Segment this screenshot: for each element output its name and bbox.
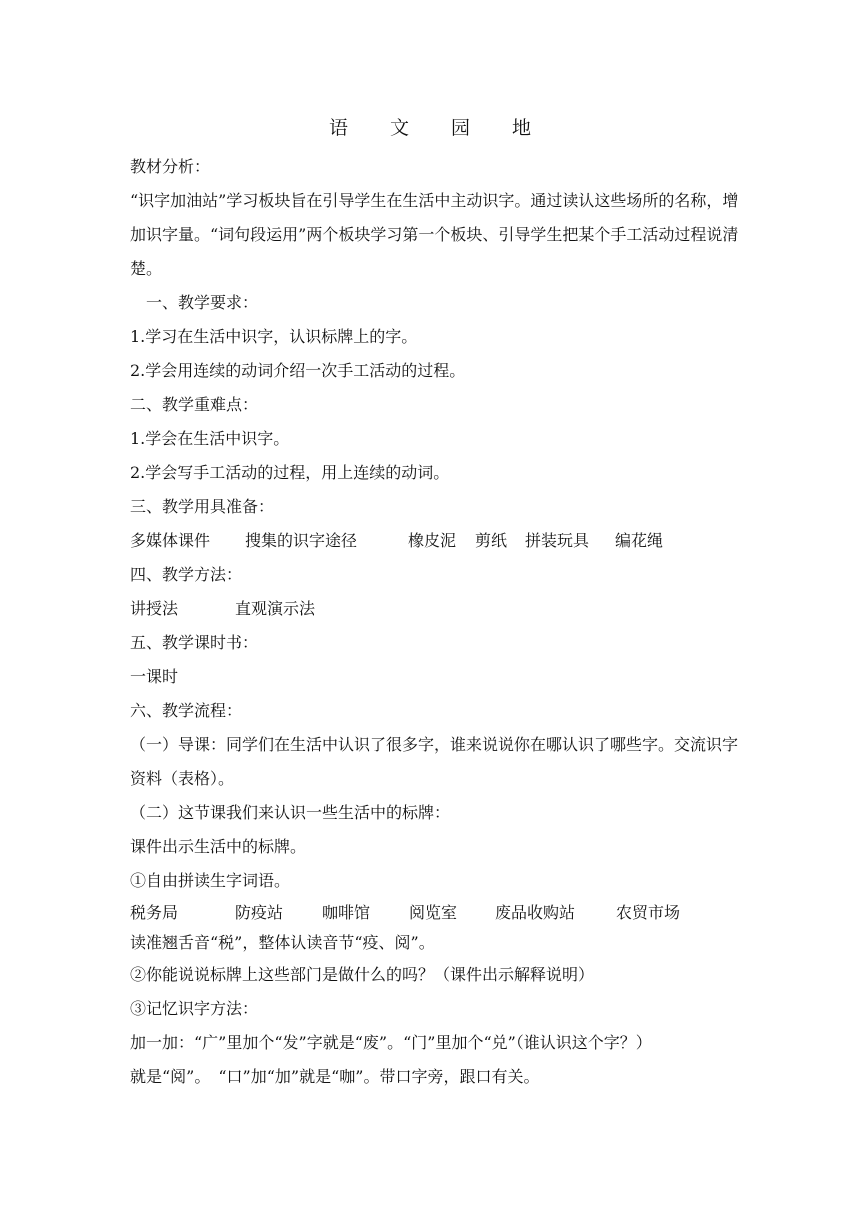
words-row bbox=[130, 898, 740, 928]
word-item: 废品收购站 bbox=[495, 903, 576, 922]
task-1: ①自由拼读生字词语。 bbox=[130, 871, 291, 890]
word-item: 农贸市场 bbox=[616, 903, 681, 922]
memory-method-line-2: 就是“阅”。 “口”加“加”就是“咖”。带口字旁，跟口有关。 bbox=[130, 1067, 540, 1086]
heading-teaching-requirements: 一、教学要求： bbox=[146, 293, 259, 312]
requirement-item-1: 1.学习在生活中识字，认识标牌上的字。 bbox=[130, 327, 418, 346]
word-item: 税务局 bbox=[130, 903, 179, 922]
heading-teaching-tools: 三、教学用具准备： bbox=[130, 497, 275, 516]
tool-item: 编花绳 bbox=[615, 531, 664, 550]
heading-class-hours: 五、教学课时书： bbox=[130, 633, 259, 652]
task-2: ②你能说说标牌上这些部门是做什么的吗？（课件出示解释说明） bbox=[130, 965, 595, 984]
methods-row bbox=[130, 592, 740, 626]
word-item: 防疫站 bbox=[235, 903, 284, 922]
page-title: 语 文 园 地 bbox=[328, 117, 550, 139]
word-item: 咖啡馆 bbox=[322, 903, 371, 922]
heading-material-analysis: 教材分析： bbox=[130, 157, 211, 176]
difficulty-item-2: 2.学会写手工活动的过程，用上连续的动词。 bbox=[130, 463, 450, 482]
process-step-2: （二）这节课我们来认识一些生活中的标牌： bbox=[130, 803, 451, 822]
class-hours-value: 一课时 bbox=[130, 667, 179, 686]
heading-teaching-methods: 四、教学方法： bbox=[130, 565, 243, 584]
task-3: ③记忆识字方法： bbox=[130, 999, 259, 1018]
heading-key-difficulties: 二、教学重难点： bbox=[130, 395, 259, 414]
tool-item: 剪纸 bbox=[475, 531, 508, 550]
paragraph-introduction: （一）导课：同学们在生活中认识了很多字，谁来说说你在哪认识了哪些字。交流识字资料（表格）。 bbox=[130, 735, 739, 788]
word-item: 阅览室 bbox=[409, 903, 458, 922]
difficulty-item-1: 1.学会在生活中识字。 bbox=[130, 429, 290, 448]
method-item: 直观演示法 bbox=[235, 599, 316, 618]
requirement-item-2: 2.学会用连续的动词介绍一次手工活动的过程。 bbox=[130, 361, 466, 380]
heading-teaching-process: 六、教学流程： bbox=[130, 701, 243, 720]
tool-item: 橡皮泥 bbox=[408, 531, 457, 550]
method-item: 讲授法 bbox=[130, 599, 179, 618]
courseware-note: 课件出示生活中的标牌。 bbox=[130, 837, 307, 856]
tool-item: 拼装玩具 bbox=[525, 531, 590, 550]
tool-item: 多媒体课件 bbox=[130, 531, 211, 550]
memory-method-line-1: 加一加：“广”里加个“发”字就是“废”。“门”里加个“兑”（谁认识这个字？） bbox=[130, 1033, 652, 1052]
tools-row bbox=[130, 524, 740, 558]
document-body bbox=[130, 150, 740, 1094]
paragraph-material-analysis: “识字加油站”学习板块旨在引导学生在生活中主动识字。通过读认这些场所的名称，增加识字量。“词句段运用”两个板块学习第一个板块、引导学生把某个手工活动过程说清楚。 bbox=[130, 191, 739, 278]
pronunciation-note: 读准翘舌音“税”，整体认读音节“疫、阅”。 bbox=[130, 933, 435, 952]
tool-item: 搜集的识字途径 bbox=[245, 531, 358, 550]
